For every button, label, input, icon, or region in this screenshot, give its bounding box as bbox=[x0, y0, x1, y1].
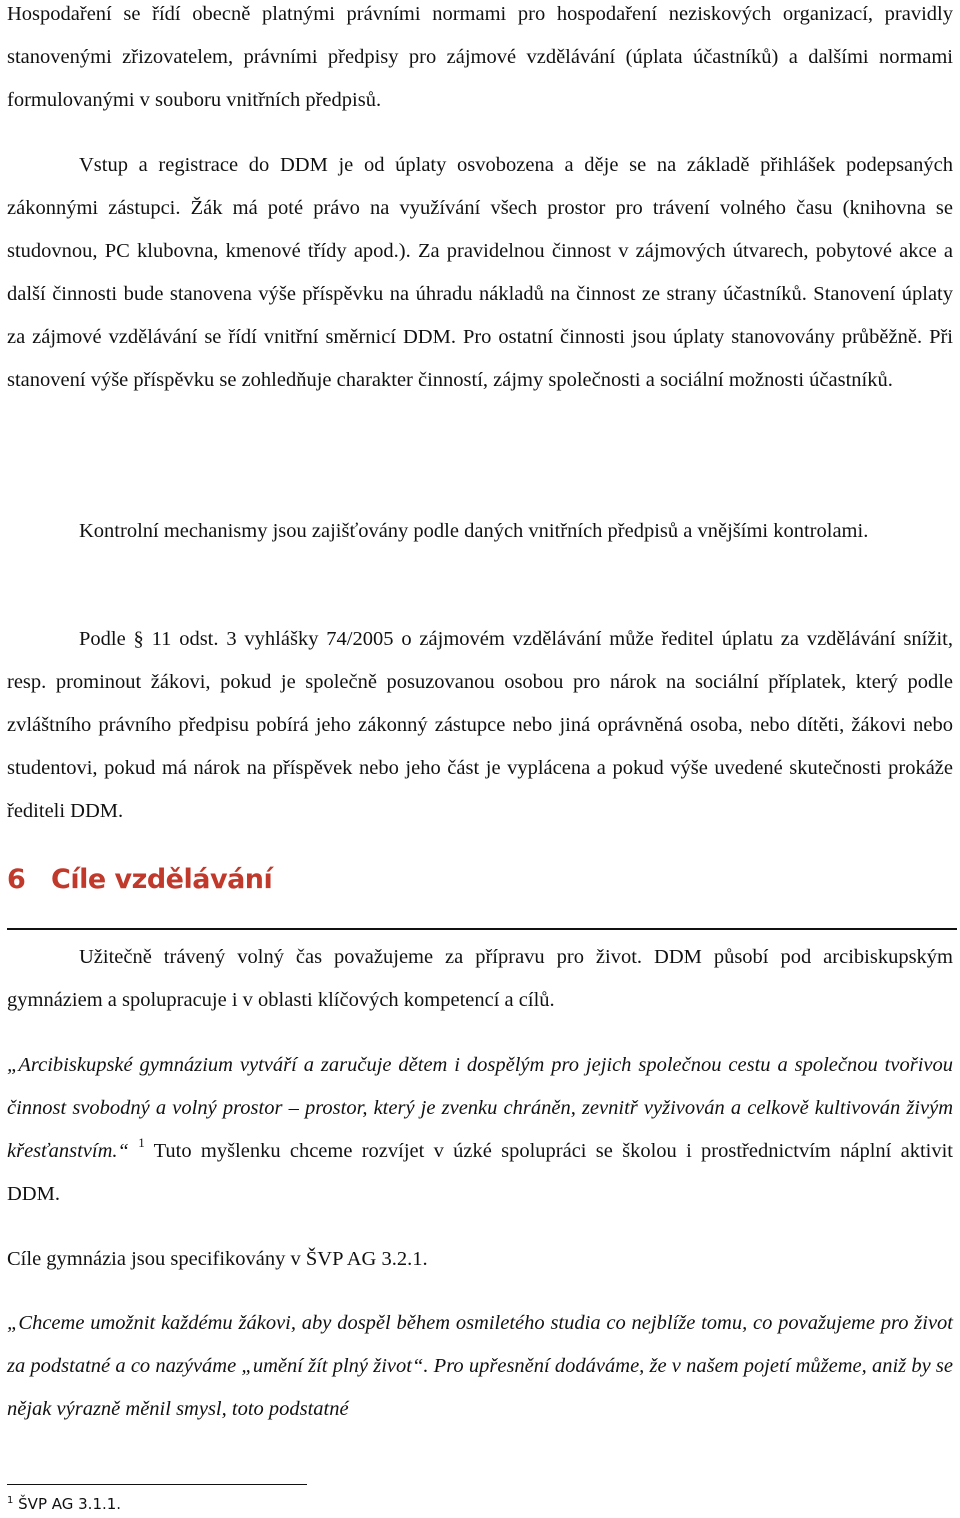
footnote-reference[interactable]: 1 bbox=[138, 1135, 145, 1150]
section-title: Cíle vzdělávání bbox=[51, 864, 273, 895]
paragraph-goals-reference: Cíle gymnázia jsou specifikovány v ŠVP AG 3.2.1. bbox=[7, 1248, 428, 1270]
quote-end: “. Pro upřesnění dodáváme, že v našem pojetí můžeme, aniž by se nějak výrazně měnil smysl, toto podstatné bbox=[7, 1355, 953, 1420]
quote-start: „Chceme umožnit každému žákovi, aby dospěl během osmiletého studia co nejblíže tomu, co považujeme pro život za podstatné a co nazýváme bbox=[7, 1312, 953, 1377]
footnote-separator bbox=[7, 1484, 307, 1485]
paragraph-quote-gymnasium bbox=[7, 1044, 953, 1216]
paragraph-registration: Vstup a registrace do DDM je od úplaty osvobozena a děje se na základě přihlášek podepsaných zákonnými zástupci. Žák má poté právo na využívání všech prostor pro trávení volného času (knihovna se studovnou, PC klubovna, kmenové třídy apod.). Za pravidelnou činnost v zájmových útvarech, pobytové akce a další činnosti bude stanovena výše příspěvku na úhradu nákladů na činnost ze strany účastníků. Stanovení úplaty za zájmové vzdělávání se řídí vnitřní směrnicí DDM. Pro ostatní činnosti jsou úplaty stanovovány průběžně. Při stanovení výše příspěvku se zohledňuje charakter činností, zájmy společnosti a sociální možnosti účastníků. bbox=[7, 154, 953, 391]
paragraph-control: Kontrolní mechanismy jsou zajišťovány podle daných vnitřních předpisů a vnějšími kontrolami. bbox=[79, 520, 869, 542]
paragraph-quote-goals bbox=[7, 1302, 953, 1431]
quote-text: „Arcibiskupské gymnázium vytváří a zaručuje dětem i dospělým pro jejich společnou cestu a společnou tvořivou činnost svobodný a volný prostor – prostor, který je zvenku chráněn, zevnitř vyživován a celkově kultivován živým křesťanstvím.“ bbox=[7, 1054, 953, 1162]
footnote-text: ŠVP AG 3.1.1. bbox=[18, 1495, 122, 1513]
section-number: 6 bbox=[7, 864, 26, 895]
paragraph-financing: Hospodaření se řídí obecně platnými právními normami pro hospodaření neziskových organizací, pravidly stanovenými zřizovatelem, právními předpisy pro zájmové vzdělávání (úplata účastníků) a dalšími normami formulovanými v souboru vnitřních předpisů. bbox=[7, 3, 953, 111]
quote-inner: „umění žít plný život bbox=[241, 1355, 412, 1377]
section-heading bbox=[7, 864, 953, 895]
footnote-number: 1 bbox=[7, 1495, 14, 1506]
footnote bbox=[7, 1494, 121, 1514]
heading-underline bbox=[7, 928, 957, 930]
quote-continuation: Tuto myšlenku chceme rozvíjet v úzké spolupráci se školou i prostřednictvím náplní aktivit DDM. bbox=[7, 1140, 954, 1205]
paragraph-fee-reduction: Podle § 11 odst. 3 vyhlášky 74/2005 o zájmovém vzdělávání může ředitel úplatu za vzdělávání snížit, resp. prominout žákovi, pokud je společně posuzovanou osobou pro nárok na sociální příplatek, který podle zvláštního právního předpisu pobírá jeho zákonný zástupce nebo jiná oprávněná osoba, nebo dítěti, žákovi nebo studentovi, pokud má nárok na příspěvek nebo jeho část je vyplácena a pokud výše uvedené skutečnosti prokáže řediteli DDM. bbox=[7, 628, 953, 822]
paragraph-free-time: Užitečně trávený volný čas považujeme za přípravu pro život. DDM působí pod arcibiskupským gymnáziem a spolupracuje i v oblasti klíčových kompetencí a cílů. bbox=[7, 946, 953, 1011]
